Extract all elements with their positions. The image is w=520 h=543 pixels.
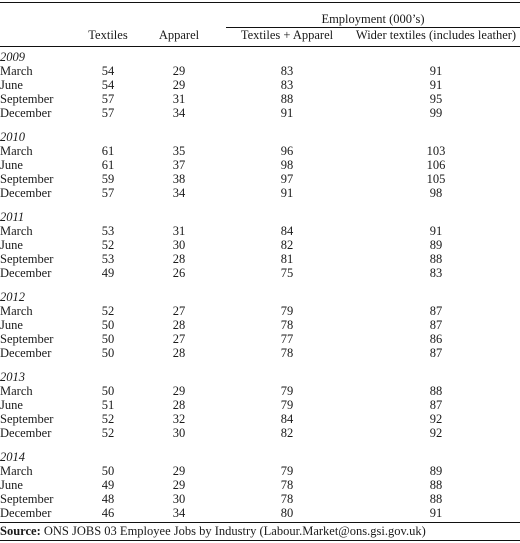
table-cell: 83: [429, 266, 443, 280]
source-text: ONS JOBS 03 Employee Jobs by Industry (Labour.Market@ons.gsi.gov.uk): [40, 524, 426, 538]
table-cell: 83: [280, 64, 294, 78]
table-cell: 57: [101, 186, 115, 200]
year-label: 2011: [0, 210, 25, 224]
month-label: December: [0, 426, 52, 440]
table-cell: 57: [101, 106, 115, 120]
table-cell: 53: [101, 224, 115, 238]
table-cell: 29: [172, 478, 186, 492]
column-header-wider-textiles: Wider textiles (includes leather): [355, 28, 517, 42]
table-cell: 91: [429, 78, 443, 92]
year-label: 2012: [0, 290, 25, 304]
month-label: September: [0, 252, 54, 266]
table-cell: 88: [429, 252, 443, 266]
month-label: September: [0, 412, 54, 426]
table-cell: 92: [429, 426, 443, 440]
column-header-textiles-apparel: Textiles + Apparel: [240, 28, 334, 42]
table-cell: 51: [101, 398, 115, 412]
table-cell: 46: [101, 506, 115, 520]
table-cell: 91: [429, 506, 443, 520]
month-label: March: [0, 144, 33, 158]
table-cell: 91: [280, 106, 294, 120]
month-label: December: [0, 106, 52, 120]
table-cell: 75: [280, 266, 294, 280]
month-label: September: [0, 492, 54, 506]
table-cell: 84: [280, 412, 294, 426]
month-label: June: [0, 238, 23, 252]
table-cell: 34: [172, 186, 186, 200]
table-cell: 78: [280, 346, 294, 360]
month-label: September: [0, 332, 54, 346]
table-cell: 52: [101, 238, 115, 252]
table-cell: 28: [172, 252, 186, 266]
month-label: September: [0, 172, 54, 186]
month-label: December: [0, 266, 52, 280]
column-header-apparel: Apparel: [158, 28, 200, 42]
table-cell: 79: [280, 304, 294, 318]
table-cell: 79: [280, 384, 294, 398]
table-cell: 78: [280, 318, 294, 332]
table-cell: 79: [280, 464, 294, 478]
month-label: June: [0, 478, 23, 492]
table-cell: 50: [101, 346, 115, 360]
year-label: 2014: [0, 450, 25, 464]
table-cell: 98: [429, 186, 443, 200]
table-cell: 83: [280, 78, 294, 92]
table-cell: 50: [101, 464, 115, 478]
table-cell: 92: [429, 412, 443, 426]
table-cell: 95: [429, 92, 443, 106]
table-cell: 61: [101, 158, 115, 172]
header-rule: [0, 46, 520, 47]
table-cell: 99: [429, 106, 443, 120]
table-cell: 28: [172, 346, 186, 360]
table-cell: 34: [172, 506, 186, 520]
month-label: December: [0, 186, 52, 200]
table-cell: 88: [280, 92, 294, 106]
table-cell: 31: [172, 224, 186, 238]
table-cell: 50: [101, 384, 115, 398]
table-top-rule: [0, 2, 520, 3]
table-cell: 30: [172, 492, 186, 506]
table-cell: 59: [101, 172, 115, 186]
table-cell: 54: [101, 64, 115, 78]
table-cell: 80: [280, 506, 294, 520]
year-label: 2013: [0, 370, 25, 384]
table-cell: 31: [172, 92, 186, 106]
table-cell: 88: [429, 478, 443, 492]
table-cell: 38: [172, 172, 186, 186]
table-cell: 77: [280, 332, 294, 346]
footer-rule: [0, 540, 520, 541]
month-label: June: [0, 398, 23, 412]
table-cell: 50: [101, 318, 115, 332]
table-cell: 86: [429, 332, 443, 346]
table-cell: 52: [101, 412, 115, 426]
table-cell: 37: [172, 158, 186, 172]
table-cell: 89: [429, 238, 443, 252]
table-cell: 28: [172, 398, 186, 412]
table-cell: 30: [172, 426, 186, 440]
month-label: December: [0, 346, 52, 360]
month-label: September: [0, 92, 54, 106]
table-cell: 79: [280, 398, 294, 412]
month-label: March: [0, 304, 33, 318]
month-label: June: [0, 158, 23, 172]
table-cell: 29: [172, 464, 186, 478]
table-cell: 103: [426, 144, 446, 158]
table-cell: 84: [280, 224, 294, 238]
column-header-textiles: Textiles: [88, 28, 128, 42]
table-cell: 98: [280, 158, 294, 172]
table-cell: 82: [280, 238, 294, 252]
table-cell: 29: [172, 64, 186, 78]
table-cell: 30: [172, 238, 186, 252]
table-cell: 91: [429, 224, 443, 238]
table-cell: 87: [429, 318, 443, 332]
month-label: March: [0, 224, 33, 238]
table-cell: 89: [429, 464, 443, 478]
table-cell: 34: [172, 106, 186, 120]
source-note: [0, 524, 426, 538]
table-cell: 61: [101, 144, 115, 158]
table-cell: 26: [172, 266, 186, 280]
table-cell: 87: [429, 346, 443, 360]
table-cell: 91: [280, 186, 294, 200]
table-cell: 27: [172, 332, 186, 346]
table-cell: 78: [280, 492, 294, 506]
month-label: March: [0, 384, 33, 398]
table-cell: 52: [101, 304, 115, 318]
table-cell: 88: [429, 492, 443, 506]
table-cell: 78: [280, 478, 294, 492]
table-cell: 106: [426, 158, 446, 172]
table-cell: 97: [280, 172, 294, 186]
table-cell: 82: [280, 426, 294, 440]
month-label: March: [0, 464, 33, 478]
table-cell: 49: [101, 266, 115, 280]
year-label: 2009: [0, 50, 25, 64]
table-cell: 87: [429, 398, 443, 412]
table-cell: 87: [429, 304, 443, 318]
table-cell: 48: [101, 492, 115, 506]
table-cell: 27: [172, 304, 186, 318]
year-label: 2010: [0, 130, 25, 144]
table-cell: 96: [280, 144, 294, 158]
table-cell: 49: [101, 478, 115, 492]
table-cell: 29: [172, 78, 186, 92]
month-label: December: [0, 506, 52, 520]
table-cell: 105: [426, 172, 446, 186]
table-cell: 88: [429, 384, 443, 398]
month-label: June: [0, 318, 23, 332]
table-cell: 53: [101, 252, 115, 266]
table-cell: 52: [101, 426, 115, 440]
table-cell: 35: [172, 144, 186, 158]
table-cell: 50: [101, 332, 115, 346]
source-label: Source:: [0, 524, 41, 538]
month-label: March: [0, 64, 33, 78]
month-label: June: [0, 78, 23, 92]
table-bottom-rule: [0, 522, 520, 523]
table-cell: 32: [172, 412, 186, 426]
table-cell: 91: [429, 64, 443, 78]
employment-spanner-header: Employment (000’s): [321, 12, 425, 26]
table-cell: 28: [172, 318, 186, 332]
table-cell: 81: [280, 252, 294, 266]
table-cell: 29: [172, 384, 186, 398]
table-cell: 57: [101, 92, 115, 106]
table-cell: 54: [101, 78, 115, 92]
